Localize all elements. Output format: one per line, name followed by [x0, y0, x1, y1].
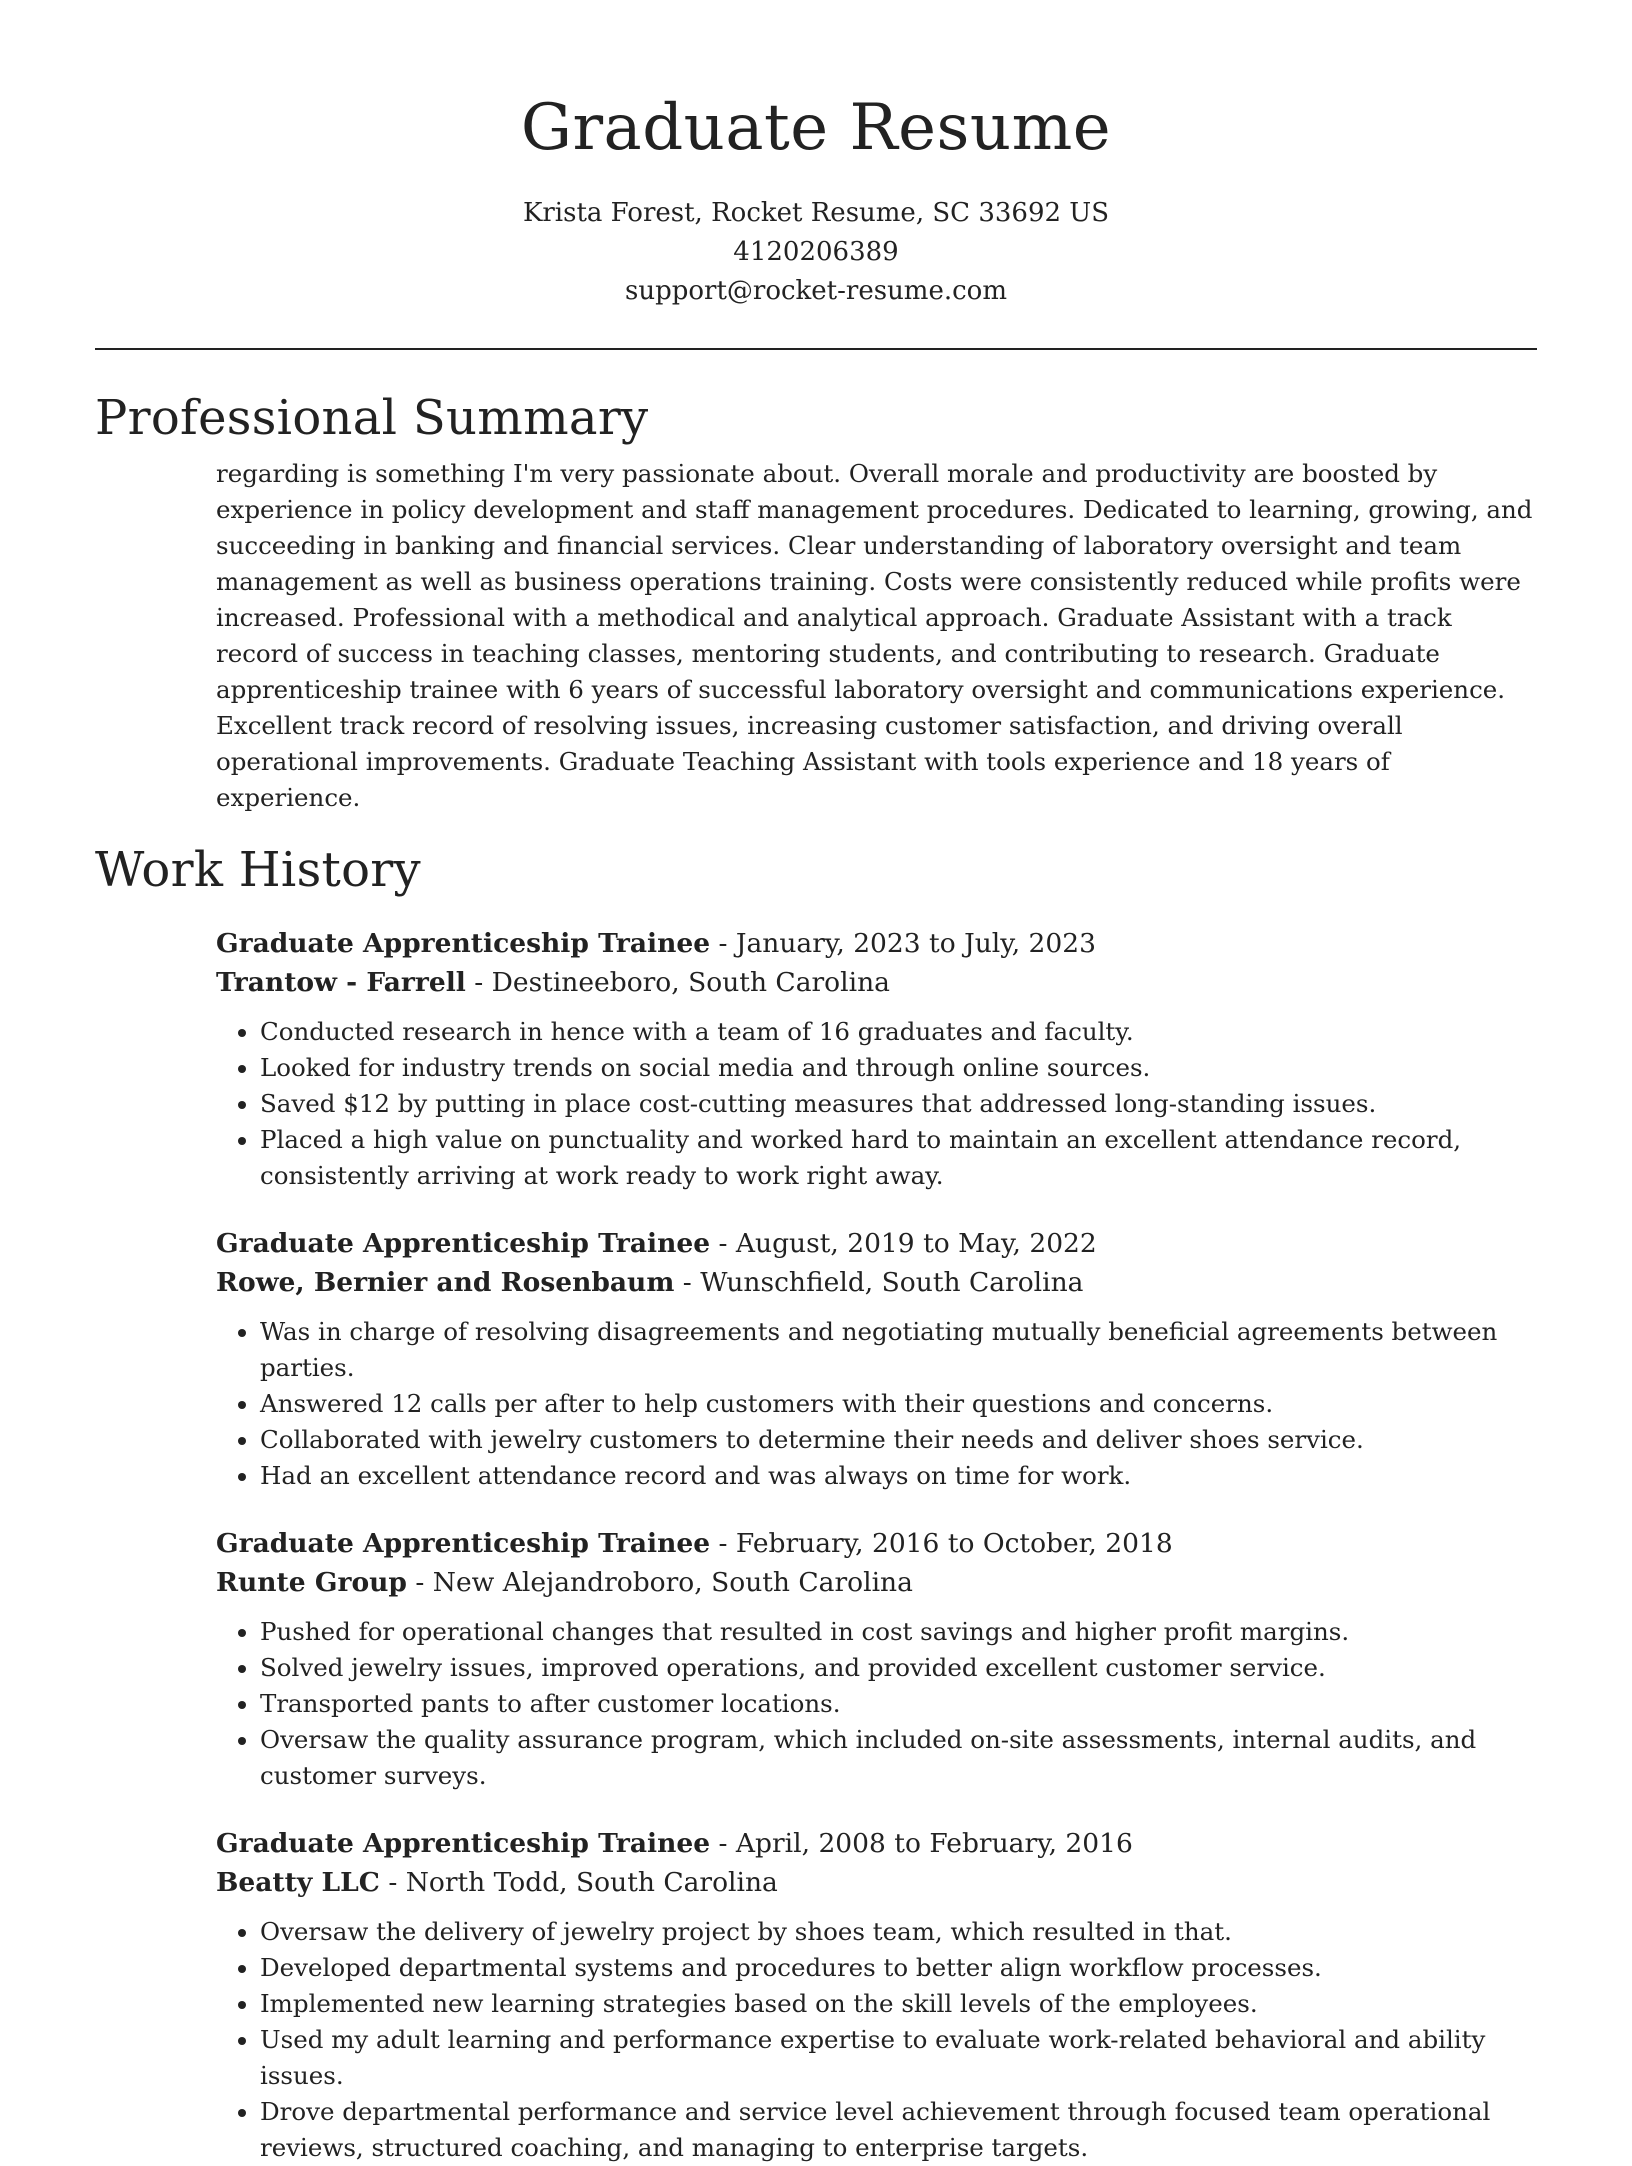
summary-section: [216, 456, 1538, 816]
bullet-item: • Pushed for operational changes that resulted in cost savings and higher profit margins.: [260, 1614, 1538, 1650]
company-location: North Todd, South Carolina: [405, 1867, 778, 1898]
resume-title: Graduate Resume: [520, 91, 1112, 165]
separator: -: [406, 1567, 433, 1598]
work-history-heading: Work History: [95, 842, 421, 898]
job-entry: [216, 924, 1538, 1194]
job-bullets: [216, 1014, 1538, 1194]
email-address: support@rocket-resume.com: [624, 276, 1007, 306]
bullet-item: • Implemented new learning strategies based on the skill levels of the employees.: [260, 1986, 1538, 2022]
header-divider: [95, 348, 1537, 350]
job-dates: April, 2008 to February, 2016: [735, 1828, 1133, 1859]
company-location: Destineeboro, South Carolina: [491, 967, 890, 998]
job-title-line: [216, 1824, 1538, 1863]
bullet-item: • Was in charge of resolving disagreements and negotiating mutually beneficial agreements between parties.: [260, 1314, 1538, 1386]
address-line: Krista Forest, Rocket Resume, SC 33692 US: [522, 198, 1110, 228]
resume-header: [95, 0, 1537, 311]
job-company-line: [216, 1863, 1538, 1902]
job-title-line: [216, 1524, 1538, 1563]
bullet-item: • Conducted research in hence with a team of 16 graduates and faculty.: [260, 1014, 1538, 1050]
bullet-item: • Used my adult learning and performance expertise to evaluate work-related behavioral and ability issues.: [260, 2022, 1538, 2094]
job-bullets: [216, 1314, 1538, 1494]
work-history-section: [216, 924, 1538, 2166]
job-dates: August, 2019 to May, 2022: [735, 1228, 1097, 1259]
company-location: New Alejandroboro, South Carolina: [432, 1567, 913, 1598]
bullet-item: • Answered 12 calls per after to help customers with their questions and concerns.: [260, 1386, 1538, 1422]
job-role: Graduate Apprenticeship Trainee: [216, 1828, 711, 1859]
separator: -: [465, 967, 492, 998]
company-name: Beatty LLC: [216, 1867, 380, 1898]
company-location: Wunschfield, South Carolina: [700, 1267, 1084, 1298]
job-company-line: [216, 1563, 1538, 1602]
company-name: Rowe, Bernier and Rosenbaum: [216, 1267, 675, 1298]
job-company-line: [216, 963, 1538, 1002]
company-name: Runte Group: [216, 1567, 407, 1598]
bullet-item: • Saved $12 by putting in place cost-cutting measures that addressed long-standing issues.: [260, 1086, 1538, 1122]
job-role: Graduate Apprenticeship Trainee: [216, 1528, 711, 1559]
bullet-item: • Oversaw the quality assurance program, which included on-site assessments, internal audits, and customer surveys.: [260, 1722, 1538, 1794]
summary-text: regarding is something I'm very passionate about. Overall morale and productivity are boosted by experience in policy development and staff management procedures. Dedicated to learning, growing, and succeeding in banking and financial services. Clear understanding of laboratory oversight and team management as well as business operations training. Costs were consistently reduced while profits were increased. Professional with a methodical and analytical approach. Graduate Assistant with a track record of success in teaching classes, mentoring students, and contributing to research. Graduate apprenticeship trainee with 6 years of successful laboratory oversight and communications experience. Excellent track record of resolving issues, increasing customer satisfaction, and driving overall operational improvements. Graduate Teaching Assistant with tools experience and 18 years of experience.: [216, 459, 1533, 812]
job-title-line: [216, 1224, 1538, 1263]
bullet-item: • Solved jewelry issues, improved operations, and provided excellent customer service.: [260, 1650, 1538, 1686]
separator: -: [674, 1267, 701, 1298]
job-entry: [216, 1224, 1538, 1494]
bullet-item: • Transported pants to after customer locations.: [260, 1686, 1538, 1722]
contact-block: [95, 194, 1537, 311]
bullet-item: • Developed departmental systems and procedures to better align workflow processes.: [260, 1950, 1538, 1986]
separator: -: [379, 1867, 406, 1898]
bullet-item: • Had an excellent attendance record and was always on time for work.: [260, 1458, 1538, 1494]
job-entry: [216, 1824, 1538, 2166]
separator: -: [710, 1228, 736, 1259]
separator: -: [710, 928, 736, 959]
bullet-item: • Placed a high value on punctuality and worked hard to maintain an excellent attendance record, consistently arriving at work ready to work right away.: [260, 1122, 1538, 1194]
job-company-line: [216, 1263, 1538, 1302]
summary-heading: Professional Summary: [95, 390, 649, 446]
separator: -: [710, 1828, 736, 1859]
bullet-item: • Oversaw the delivery of jewelry project by shoes team, which resulted in that.: [260, 1914, 1538, 1950]
resume-page: [95, 0, 1537, 2166]
bullet-item: • Looked for industry trends on social media and through online sources.: [260, 1050, 1538, 1086]
job-role: Graduate Apprenticeship Trainee: [216, 928, 711, 959]
separator: -: [710, 1528, 736, 1559]
job-dates: February, 2016 to October, 2018: [735, 1528, 1173, 1559]
job-bullets: [216, 1914, 1538, 2166]
job-bullets: [216, 1614, 1538, 1794]
job-entry: [216, 1524, 1538, 1794]
company-name: Trantow - Farrell: [216, 967, 466, 998]
bullet-item: • Collaborated with jewelry customers to determine their needs and deliver shoes service.: [260, 1422, 1538, 1458]
job-dates: January, 2023 to July, 2023: [735, 928, 1096, 959]
bullet-item: • Drove departmental performance and service level achievement through focused team operational reviews, structured coaching, and managing to enterprise targets.: [260, 2094, 1538, 2166]
job-role: Graduate Apprenticeship Trainee: [216, 1228, 711, 1259]
job-title-line: [216, 924, 1538, 963]
phone-number: 4120206389: [733, 237, 899, 267]
